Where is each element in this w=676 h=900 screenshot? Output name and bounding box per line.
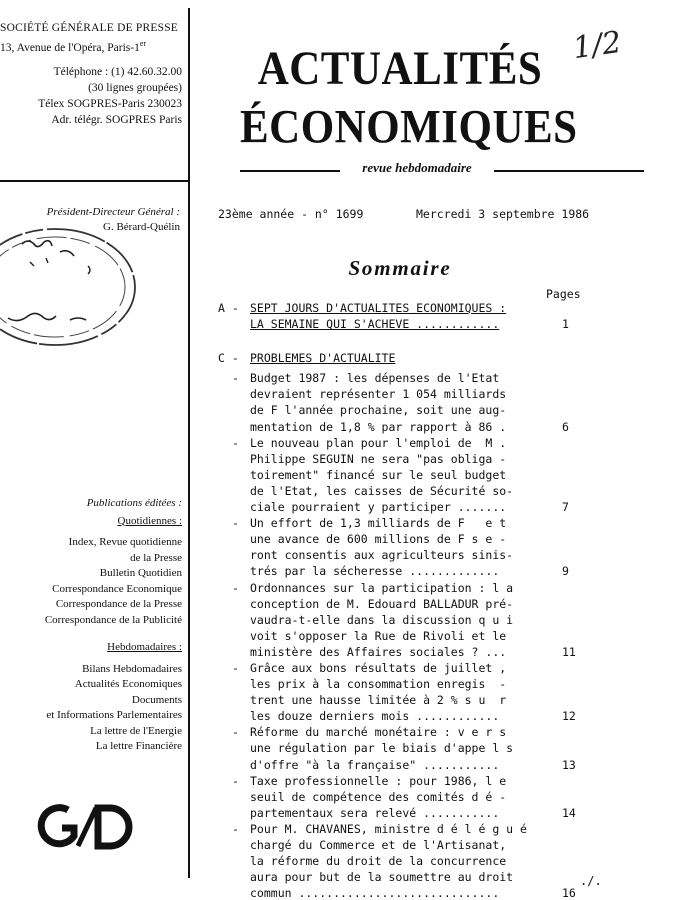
item-page: 12 xyxy=(562,709,576,724)
toc-item xyxy=(232,724,658,772)
item-line: Taxe professionnelle : pour 1986, l e xyxy=(250,773,507,788)
item-dash: - xyxy=(232,773,239,788)
weekly-item: Bilans Hebdomadaires xyxy=(82,662,182,675)
item-line: d'offre "à la française" ........... xyxy=(250,757,500,772)
item-line: Réforme du marché monétaire : v e r s xyxy=(250,725,507,740)
toc-section-a xyxy=(218,300,658,332)
item-dash: - xyxy=(232,580,239,595)
section-page: 1 xyxy=(562,317,569,331)
item-line: la réforme du droit de la concurrence xyxy=(250,854,507,869)
subtitle-text: revue hebdomadaire xyxy=(362,160,472,175)
item-dash: - xyxy=(232,821,239,836)
item-line: trent une hausse limitée à 2 % s u r xyxy=(250,693,507,708)
publisher-block xyxy=(0,20,182,128)
section-title-line: LA SEMAINE QUI S'ACHEVE ............ xyxy=(250,317,500,332)
daily-item: Correspondance Economique xyxy=(52,582,182,595)
item-line: une avance de 600 millions de F s e - xyxy=(250,532,507,547)
publisher-telex: Télex SOGPRES-Paris 230023 xyxy=(38,97,182,110)
masthead-title xyxy=(240,40,578,157)
section-letter: A - xyxy=(218,301,239,315)
publications-heading: Publications éditées : xyxy=(86,497,182,509)
item-page: 6 xyxy=(562,419,569,434)
item-line: Philippe SEGUIN ne sera "pas obliga - xyxy=(250,451,507,466)
toc-item xyxy=(232,435,658,515)
item-page: 7 xyxy=(562,500,569,515)
item-dash: - xyxy=(232,660,239,675)
item-line: de l'Etat, les caisses de Sécurité so- xyxy=(250,483,514,498)
item-line: aura pour but de la soumettre au droit xyxy=(250,870,514,885)
item-line: les douze derniers mois ............ xyxy=(250,709,500,724)
weekly-item: La lettre de l'Energie xyxy=(90,724,182,737)
item-line: ministère des Affaires sociales ? ... xyxy=(250,644,507,659)
item-page: 11 xyxy=(562,644,576,659)
pages-label: Pages xyxy=(546,287,581,301)
director-role: Président-Directeur Général : xyxy=(46,206,180,218)
publications-list xyxy=(0,496,182,755)
director-name: G. Bérard-Quélin xyxy=(103,221,180,233)
handwritten-note: 1/2 xyxy=(570,24,624,67)
item-page: 16 xyxy=(562,886,576,900)
subtitle-rule-right xyxy=(494,170,644,172)
item-line: de F l'année prochaine, soit une aug- xyxy=(250,403,507,418)
toc-items xyxy=(232,370,658,900)
daily-item: Bulletin Quotidien xyxy=(99,567,182,579)
item-dash: - xyxy=(232,371,239,386)
masthead-line-1: ACTUALITÉS xyxy=(257,43,543,95)
toc-item xyxy=(232,370,658,434)
section-title-line: SEPT JOURS D'ACTUALITES ECONOMIQUES : xyxy=(250,301,507,315)
ink-stamp-icon xyxy=(0,222,140,352)
weekly-item: La lettre Financière xyxy=(95,740,182,752)
item-line: seuil de compétence des comités d é - xyxy=(250,789,507,804)
weekly-item: Documents xyxy=(131,693,182,706)
publisher-phone: Téléphone : (1) 42.60.32.00 xyxy=(53,65,182,78)
item-line: les prix à la consommation enregis - xyxy=(250,677,507,692)
item-line: commun ............................. xyxy=(250,886,500,900)
item-dash: - xyxy=(232,435,239,450)
publisher-lines: (30 lignes groupées) xyxy=(88,81,182,94)
daily-item: Index, Revue quotidienne xyxy=(68,536,182,548)
item-line: Pour M. CHAVANES, ministre d é l é g u é xyxy=(250,821,527,836)
section-letter: C - xyxy=(218,351,239,366)
item-line: mentation de 1,8 % par rapport à 86 . xyxy=(250,419,507,434)
item-line: ront consentis aux agriculteurs sinis- xyxy=(250,548,514,563)
item-line: Budget 1987 : les dépenses de l'Etat xyxy=(250,371,500,386)
item-line: conception de M. Edouard BALLADUR pré- xyxy=(250,596,514,611)
item-page: 9 xyxy=(562,564,569,579)
item-line: vaudra-t-elle dans la discussion q u i xyxy=(250,612,514,627)
toc-item xyxy=(232,821,658,900)
table-of-contents xyxy=(218,300,658,900)
toc-section-c xyxy=(218,350,658,366)
item-line: Le nouveau plan pour l'emploi de M . xyxy=(250,435,507,450)
item-line: Ordonnances sur la participation : l a xyxy=(250,580,514,595)
toc-item xyxy=(232,660,658,724)
item-line: Un effort de 1,3 milliards de F e t xyxy=(250,516,507,531)
subtitle-rule-left xyxy=(240,170,340,172)
item-dash: - xyxy=(232,725,239,740)
weekly-heading: Hebdomadaires : xyxy=(107,641,182,653)
item-line: chargé du Commerce et de l'Artisanat, xyxy=(250,838,507,852)
item-page: 13 xyxy=(562,757,576,772)
item-dash: - xyxy=(232,516,239,531)
issue-date: Mercredi 3 septembre 1986 xyxy=(416,207,590,221)
masthead-line-2: ÉCONOMIQUES xyxy=(240,101,578,154)
item-line: Grâce aux bons résultats de juillet , xyxy=(250,660,507,675)
section-title-line: PROBLEMES D'ACTUALITE xyxy=(250,351,396,366)
item-line: trés par la sécheresse ............. xyxy=(250,564,500,579)
gd-logo-icon xyxy=(34,802,144,852)
item-line: voit s'opposer la Rue de Rivoli et le xyxy=(250,628,507,643)
daily-item: Correspondance de la Presse xyxy=(55,598,182,610)
subtitle-bar xyxy=(196,160,666,180)
publisher-address: 13, Avenue de l'Opéra, Paris-1er xyxy=(0,39,147,54)
publisher-name: SOCIÉTÉ GÉNÉRALE DE PRESSE xyxy=(0,22,179,34)
daily-item: Correspondance de la Publicité xyxy=(44,613,182,626)
toc-item xyxy=(232,515,658,579)
weekly-item: et Informations Parlementaires xyxy=(46,709,182,721)
item-page: 14 xyxy=(562,805,576,820)
item-line: ciale pourraient y participer ....... xyxy=(250,500,507,515)
daily-item: de la Presse xyxy=(130,551,182,564)
item-line: une régulation par le biais d'appe l s xyxy=(250,741,514,756)
continued-marker: ./. xyxy=(580,874,602,888)
weekly-item: Actualités Economiques xyxy=(74,678,182,690)
daily-heading: Quotidiennes : xyxy=(117,514,182,527)
item-line: devraient représenter 1 054 milliards xyxy=(250,387,507,402)
toc-item xyxy=(232,773,658,821)
summary-title: Sommaire xyxy=(348,256,452,280)
left-horizontal-rule xyxy=(0,180,190,182)
issue-line xyxy=(218,207,668,221)
item-line: partementaux sera relevé ........... xyxy=(250,805,500,820)
item-line: toirement" financé sur le seul budget xyxy=(250,467,507,482)
publisher-telegram: Adr. télégr. SOGPRES Paris xyxy=(51,113,182,126)
toc-item xyxy=(232,580,658,660)
issue-number: 23ème année - n° 1699 xyxy=(218,207,364,221)
vertical-rule xyxy=(188,8,190,878)
